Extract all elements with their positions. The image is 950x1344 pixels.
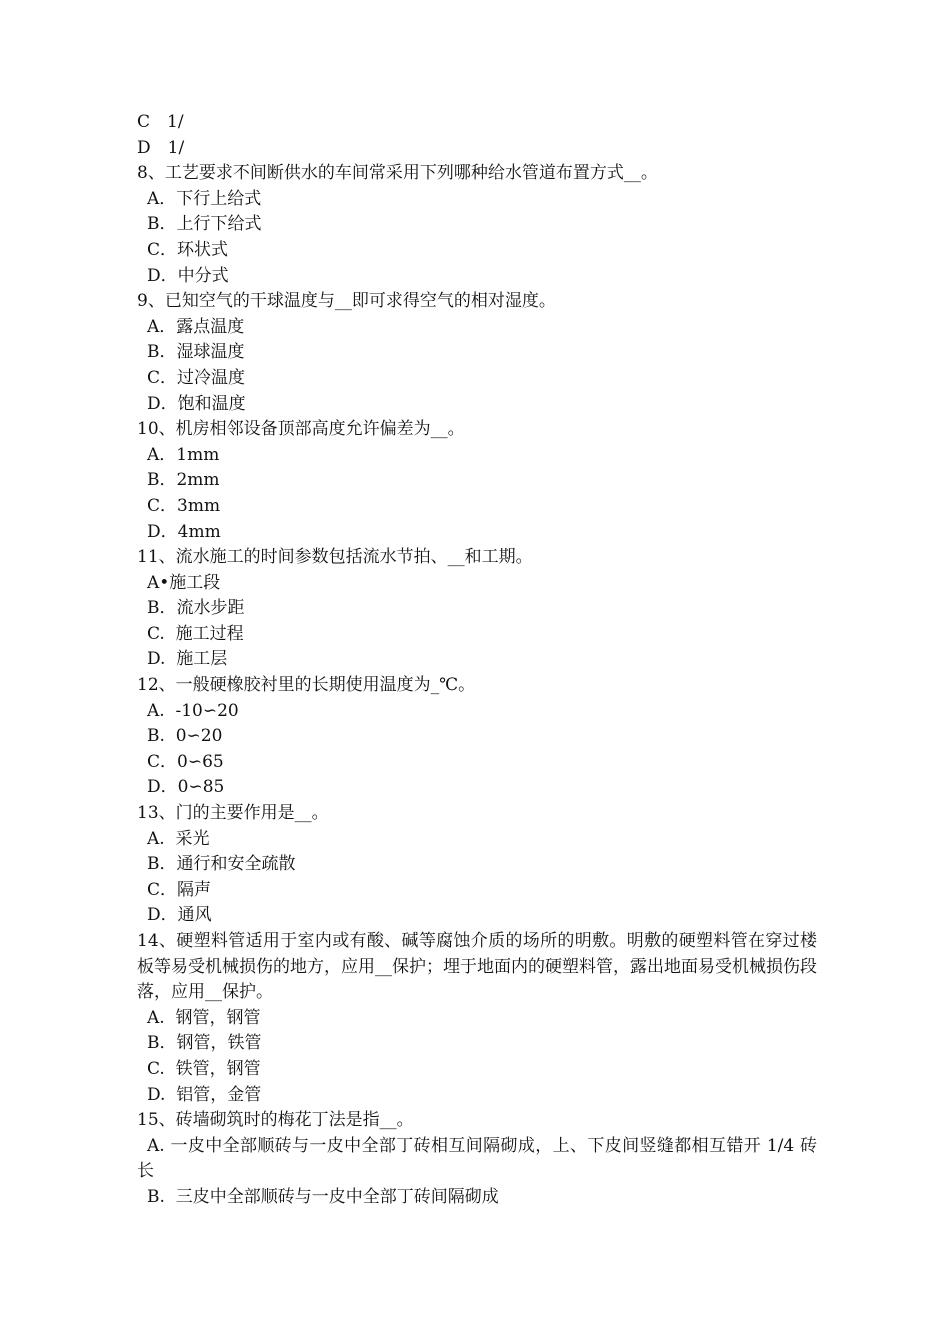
answer-option: C．0∽65 xyxy=(147,751,224,772)
answer-option: C 1/ xyxy=(137,112,184,132)
question-text: 15、砖墙砌筑时的梅花丁法是指__。 xyxy=(137,1110,414,1131)
answer-option: C. 铁管，钢管 xyxy=(147,1058,261,1079)
answer-option: D. 施工层 xyxy=(147,649,228,670)
answer-option: B．流水步距 xyxy=(147,598,245,619)
answer-option: A．露点温度 xyxy=(147,316,245,337)
answer-option: A. 一皮中全部顺砖与一皮中全部丁砖相互间隔砌成，上、下皮间竖缝都相互错开 1/4 砖长 xyxy=(137,1135,817,1182)
question-text: 9、已知空气的干球温度与__即可求得空气的相对湿度。 xyxy=(137,291,556,312)
answer-option: C．3mm xyxy=(147,495,221,516)
answer-option: A. 钢管，钢管 xyxy=(147,1007,261,1028)
answer-option: D．4mm xyxy=(147,521,221,542)
answer-option: C．过冷温度 xyxy=(147,367,246,388)
answer-option: B．通行和安全疏散 xyxy=(147,854,296,875)
answer-option: A．1mm xyxy=(147,444,220,465)
answer-option: D．通风 xyxy=(147,905,212,926)
document-page xyxy=(137,110,817,1211)
answer-option: B. 三皮中全部顺砖与一皮中全部丁砖间隔砌成 xyxy=(147,1186,499,1207)
answer-option: C．隔声 xyxy=(147,879,212,900)
answer-option: D．饱和温度 xyxy=(147,393,246,414)
question-text: 8、工艺要求不间断供水的车间常采用下列哪种给水管道布置方式__。 xyxy=(137,163,658,184)
answer-option: A. 采光 xyxy=(147,828,210,849)
answer-option: A•施工段 xyxy=(147,572,221,593)
question-text: 11、流水施工的时间参数包括流水节拍、__和工期。 xyxy=(137,547,533,568)
answer-option: B. 0∽20 xyxy=(147,726,223,747)
answer-option: B．2mm xyxy=(147,470,220,491)
question-text: 12、一般硬橡胶衬里的长期使用温度为_℃。 xyxy=(137,675,476,696)
answer-option: D．0∽85 xyxy=(147,777,225,798)
answer-option: C. 施工过程 xyxy=(147,623,244,644)
answer-option: A．下行上给式 xyxy=(147,188,262,209)
question-text: 14、硬塑料管适用于室内或有酸、碱等腐蚀介质的场所的明敷。明敷的硬塑料管在穿过楼板等易受机械损伤的地方，应用__保护；埋于地面内的硬塑料管，露出地面易受机械损伤段落，应用__保护。 xyxy=(137,931,817,1003)
answer-option: D．中分式 xyxy=(147,265,229,286)
answer-option: D. 铝管，金管 xyxy=(147,1084,262,1105)
question-text: 13、门的主要作用是__。 xyxy=(137,803,329,824)
answer-option: B．湿球温度 xyxy=(147,342,245,363)
answer-option: B．上行下给式 xyxy=(147,214,262,235)
answer-option: B．钢管，铁管 xyxy=(147,1033,262,1054)
answer-option: A. -10∽20 xyxy=(147,700,239,721)
answer-option: D 1/ xyxy=(137,137,185,158)
answer-option: C．环状式 xyxy=(147,239,229,260)
question-text: 10、机房相邻设备顶部高度允许偏差为__。 xyxy=(137,419,465,440)
